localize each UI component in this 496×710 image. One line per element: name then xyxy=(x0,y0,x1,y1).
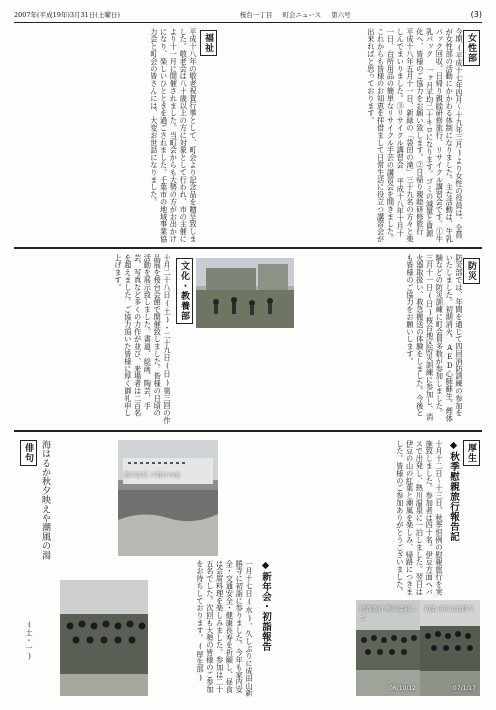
kosei-text-1: 十月十二日〜十三日、秋季恒例の慰親旅行を実施致しました。参加者は四十名。伊豆方面へバスで出発し、熱川温泉に一泊しました。翌日は伊豆の山の紅葉と潮風を楽しみ、帰路につきました。皆様のご参加ありがとうございました。 xyxy=(395,440,444,596)
fukushi-article xyxy=(22,28,198,243)
kosei-tag: 厚生 xyxy=(463,440,480,466)
kosei-photo-2-caption: 初詣 成田山新勝寺 xyxy=(424,606,474,613)
bosai-tag: 防災 xyxy=(463,258,480,284)
kosei-heading-2: ◆新年会・初詣報告 xyxy=(260,560,271,652)
header-title: 町会ニュース xyxy=(282,10,322,19)
header-date: 2007年(平成19年)3月31日(土曜日) xyxy=(14,10,120,19)
kosei-heading-1: ◆秋季慰親旅行報告記 xyxy=(448,440,459,542)
header-title-group xyxy=(240,10,351,19)
kosei-photo-2-date: 07/1/17 xyxy=(452,685,476,692)
bunka-text: 十月二十八日(土)・二十九日(日)第三回の作品展を桜台会館で開催致しました。皆様の日頃の活動を展示致しました。書道、絵画、陶芸、手芸、写真など多くの力作が並び、来場者は二百名を超えました。ご協力頂いた皆様に厚く御礼申し上げます。 xyxy=(114,254,172,424)
bosai-photo xyxy=(196,258,294,328)
bosai-text: 防災部では、年間を通じて四回消防訓練の参加をいたしました。初期消火、AED心肺蘇生、煙体験などの防災訓練に町会員多数が参加しました。三月十一日(日)桜台地区防災訓練に参加し、消火器取扱い、救急搬送の体験をしました。今後とも皆様のご協力をお願いします。 xyxy=(406,254,464,423)
fukushi-text: 平成十八年の敬老祝賀行事として、町会より記念品を贈呈致しました。敬老会は八十歳以上の方に対象として行われ、市の主催により十一月に開催されました。当町会からも大勢の方がお出かけになり、楽しいひとときを過ごされました。千葉市の地域事業協力会と町会の皆さんには、大変お世話になりました。 xyxy=(149,28,198,243)
divider-1 xyxy=(14,247,482,249)
kosei-article-2 xyxy=(150,560,254,698)
haiku-verse: 海はるか秋夕映えや潮風の湯 xyxy=(40,440,50,560)
header-paper: 桜台一丁目 xyxy=(239,10,273,19)
kosei-photo-1 xyxy=(356,600,420,696)
kosei-photo-2 xyxy=(420,600,480,696)
josei-tag: 女性部 xyxy=(463,30,480,66)
kosei-article-1 xyxy=(314,440,444,600)
bunka-photo xyxy=(60,580,148,696)
bunka-tag: 文化・教養部 xyxy=(176,258,193,324)
haiku-author: (土・一) xyxy=(25,620,34,661)
kosei-photo-1-date: 06/10/12 xyxy=(389,685,416,692)
page-number: (3) xyxy=(470,9,482,19)
kosei-text-2: 一月十七日(水)、久しぶりに成田山新勝寺に初詣に参りました。今年も家内安全・交通安全・健康長寿を祈願し、昼食は会席料理を楽しみました。参加は二十五名でした。次回も大勢の皆様のご参加をお待ちしております。(厚生部) xyxy=(196,560,254,697)
onsen-photo-caption: 熱川温泉 夕焼けの海 xyxy=(124,472,180,479)
haiku-tag: 俳句 xyxy=(20,440,37,466)
page-header xyxy=(14,6,482,23)
kosei-photo-1-caption: 慰親旅行 熱川温泉にて xyxy=(360,606,416,622)
divider-2 xyxy=(14,430,482,432)
josei-text: 今期(平成十七年四月〜十九年三月)より女性の役員は、全員が女性部の活動にかかわる体制になりました。主な活動は、牛乳パック回収、日帰り親睦研修旅行、リサイクル講習会です。①牛乳パック 一ヶ月平均二十キロになります。ゴミの減量と資源化へ、皆様のご協力をお願い致します。②日帰り親睦研修旅行 平成十八年五月十一日、新緑の「袋田の滝」三十九名の方々と楽しんでまいりました。③リサイクル講習会 平成十八年十月十一日、台所用品の簡単なリサイクル手芸の講習会を開きました。これからも皆様のお知恵を拝借まして日常生活に役立つ講習会が出来ればと思っております。 xyxy=(366,28,464,243)
josei-article xyxy=(224,28,464,243)
bunka-article xyxy=(22,254,172,424)
header-issue: 第六号 xyxy=(331,10,351,19)
fukushi-tag: 福祉 xyxy=(200,30,217,56)
bosai-article xyxy=(294,254,464,424)
onsen-photo xyxy=(118,440,218,556)
